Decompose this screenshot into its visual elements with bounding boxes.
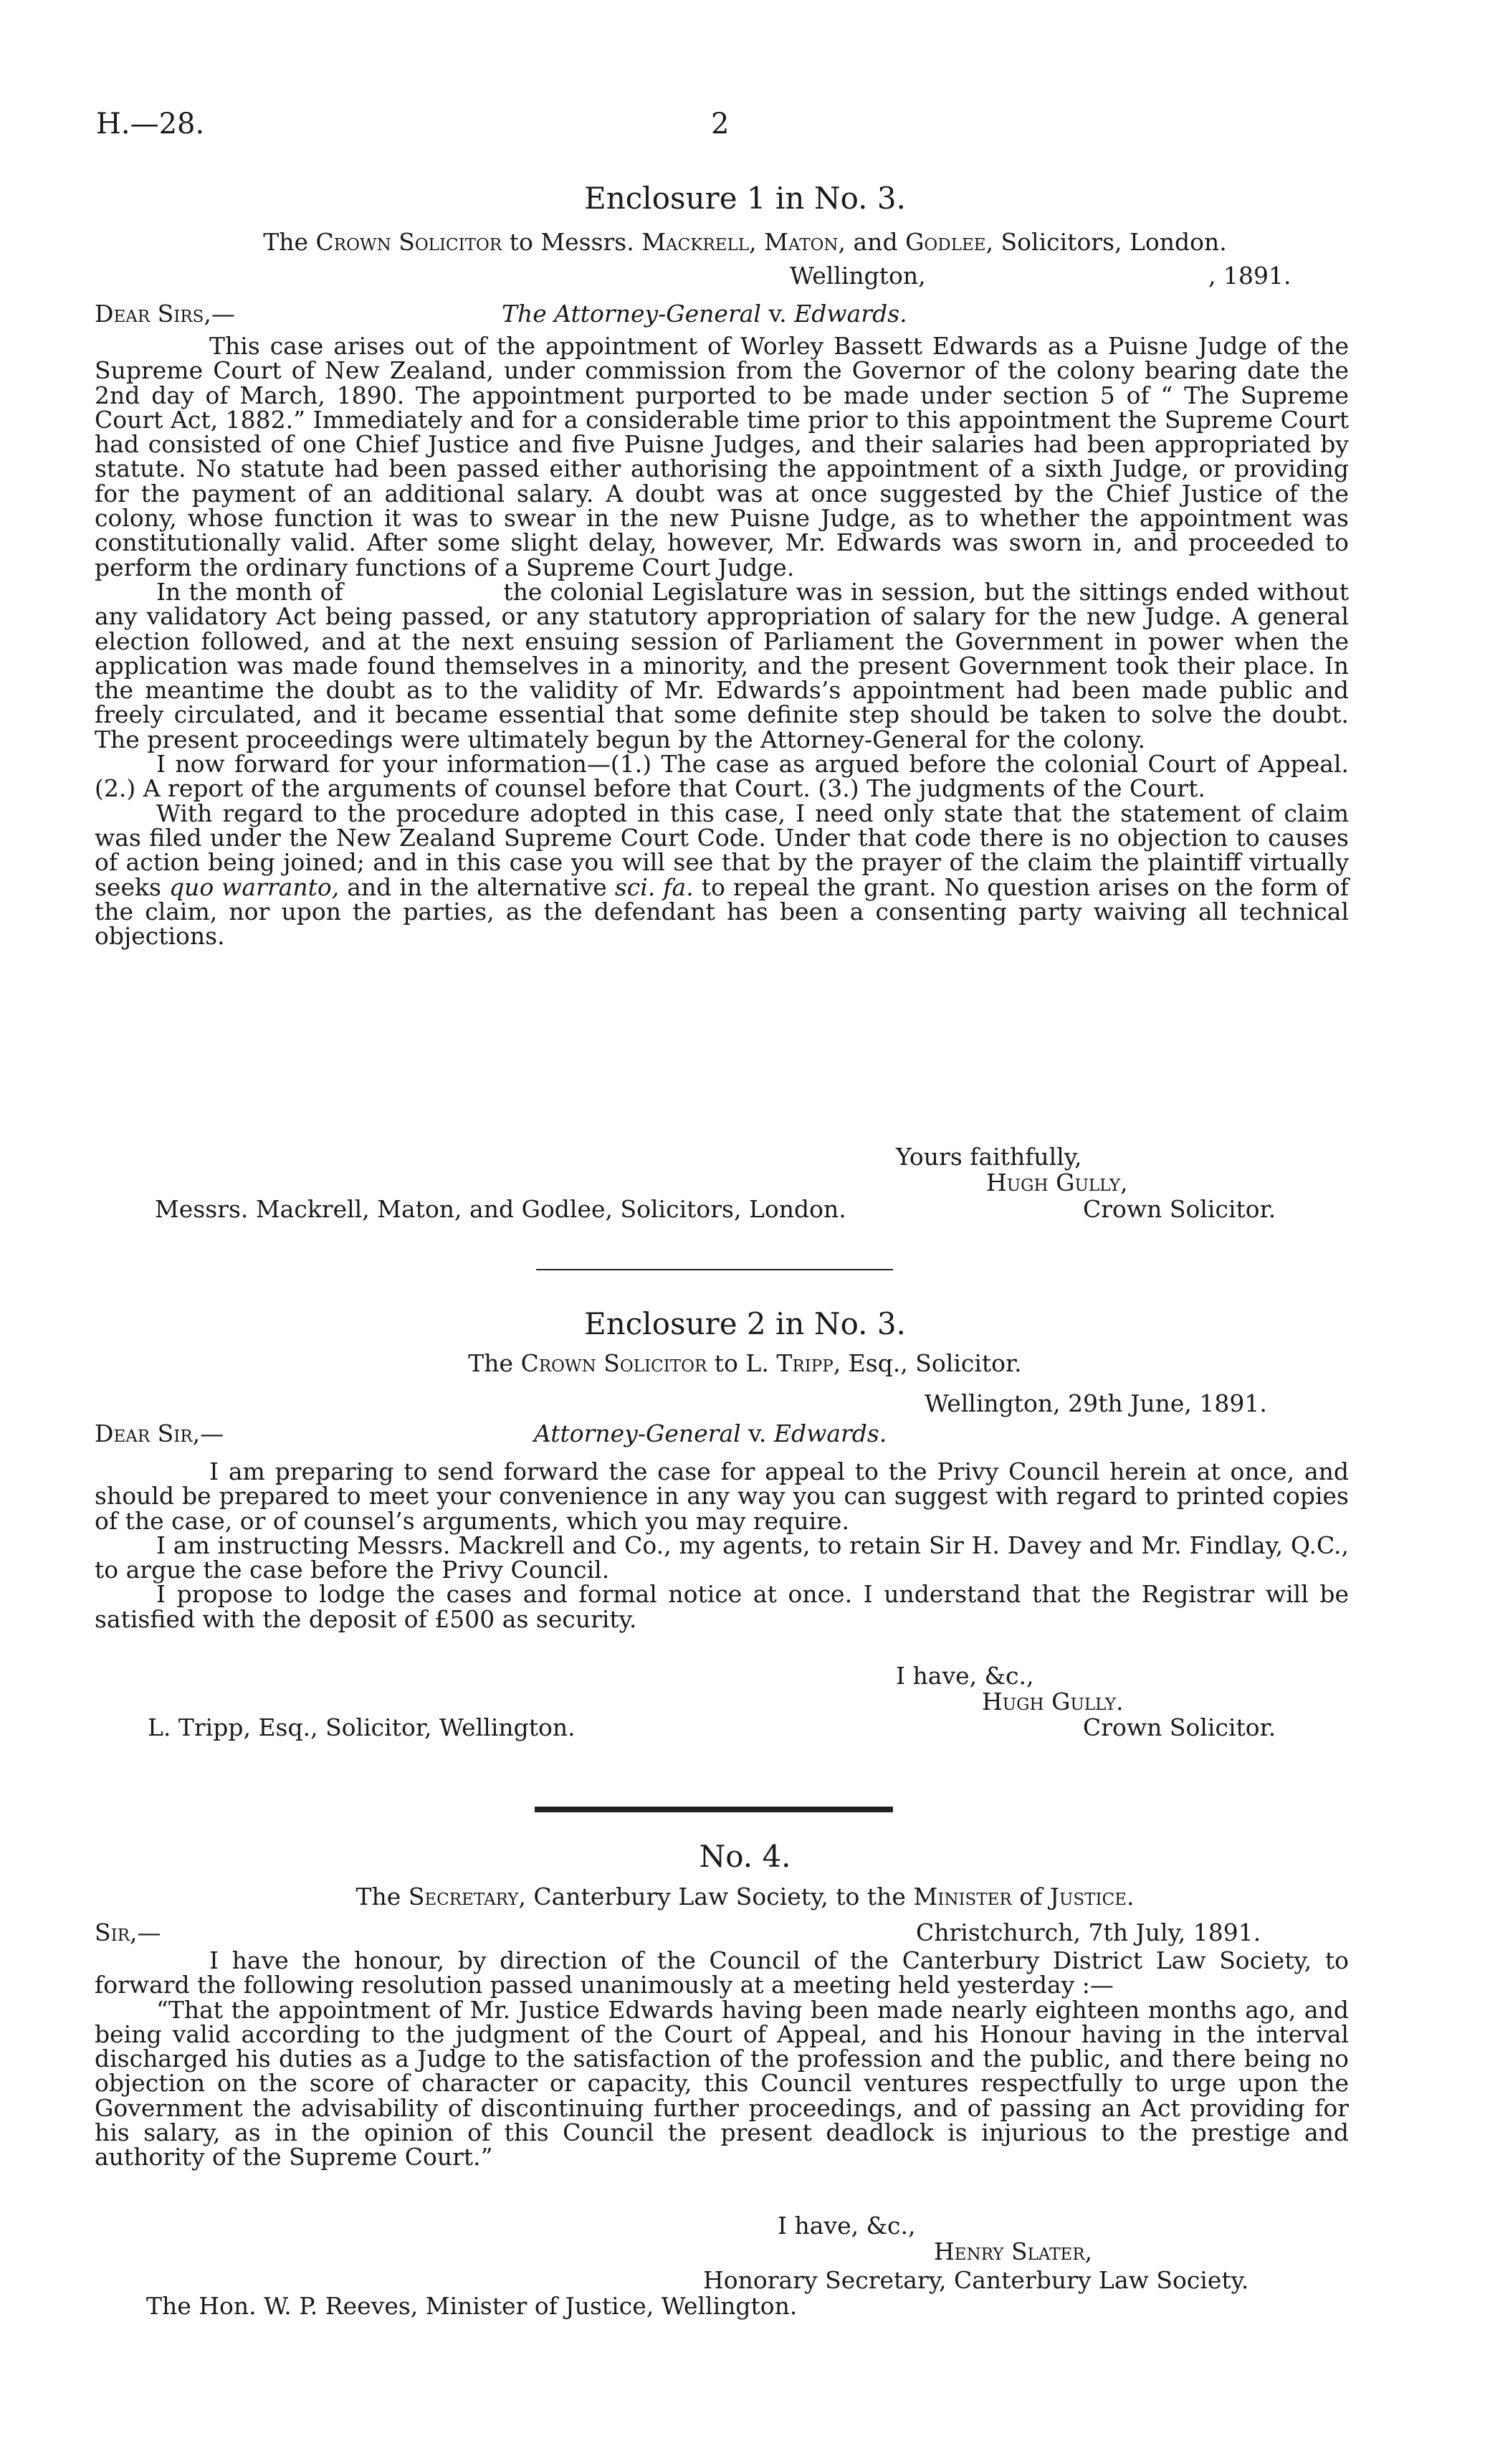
enclosure-2-place-date: Wellington, 29th June, 1891. (925, 1389, 1267, 1417)
no-4-signer: Henry Slater, (934, 2237, 1093, 2265)
enclosure-1-signer: Hugh Gully, (986, 1169, 1128, 1197)
enclosure-2-salutation: Dear Sir,— (95, 1419, 224, 1447)
no-4-place-date: Christchurch, 7th July, 1891. (916, 1918, 1261, 1946)
enclosure-1-body (95, 332, 1357, 951)
enclosure-1-paragraph-3: I now forward for your information—(1.) The case as argued before the colonial Court of Appeal. (2.) A report of the arguments of counsel before that Court. (3.) The judgments of the Court. (95, 750, 1349, 803)
no-4-heading: No. 4. (699, 1839, 791, 1874)
enclosure-2-body (95, 1457, 1349, 1633)
enclosure-1-paragraph-1: This case arises out of the appointment of Worley Bassett Edwards as a Puisne Judge of the Supreme Court of New Zealand, under commission from the Governor of the colony bearing date the 2nd day of March, 1890. The appointment purported to be made under section 5 of “ The Supreme Court Act, 1882.” Immediately and for a considerable time prior to this appointment the Supreme Court had consisted of one Chief Justice and five Puisne Judges, and their salaries had been appropriated by statute. No statute had been passed either authorising the appointment of a sixth Judge, or providing for the payment of an additional salary. A doubt was at once suggested by the Chief Justice of the colony, whose function it was to swear in the new Puisne Judge, as to whether the appointment was constitutionally valid. After some slight delay, however, Mr. Edwards was sworn in, and proceeded to perform the ordinary functions of a Supreme Court Judge. (95, 332, 1349, 581)
enclosure-2-paragraph-3: I propose to lodge the cases and formal notice at once. I understand that the Registrar will be satisfied with the deposit of £500 as security. (95, 1580, 1349, 1633)
enclosure-1-heading: Enclosure 1 in No. 3. (584, 181, 906, 216)
enclosure-2-paragraph-1: I am preparing to send forward the case for appeal to the Privy Council herein at once, and should be prepared to meet your convenience in any way you can suggest with regard to printed copies of the case, or of counsel’s arguments, which you may require. (95, 1457, 1349, 1535)
enclosure-1-address-line: The Crown Solicitor to Messrs. Mackrell, Maton, and Godlee, Solicitors, London. (263, 228, 1227, 256)
enclosure-2-addressee: L. Tripp, Esq., Solicitor, Wellington. (148, 1713, 576, 1741)
no-4-signer-title: Honorary Secretary, Canterbury Law Society. (703, 2266, 1249, 2294)
enclosure-2-address-line: The Crown Solicitor to L. Tripp, Esq., Solicitor. (468, 1349, 1022, 1377)
document-reference: H.—28. (96, 108, 205, 141)
enclosure-2-signer: Hugh Gully. (982, 1688, 1124, 1716)
enclosure-1-signer-title: Crown Solicitor. (1083, 1195, 1276, 1223)
no-4-address-line: The Secretary, Canterbury Law Society, to the Minister of Justice. (355, 1883, 1135, 1911)
enclosure-1-paragraph-4: With regard to the procedure adopted in this case, I need only state that the statement of claim was filed under the New Zealand Supreme Court Code. Under that code there is no objection to causes of action being joined; and in this case you will see that by the prayer of the claim the plaintiff virtually seeks quo warranto, and in the alternative sci. fa. to repeal the grant. No question arises on the form of the claim, nor upon the parties, as the defendant has been a consenting party waiving all technical objections. (95, 799, 1349, 951)
enclosure-2-closing: I have, &c., (896, 1662, 1034, 1690)
enclosure-2-signer-title: Crown Solicitor. (1083, 1713, 1276, 1741)
enclosure-2-paragraph-2: I am instructing Messrs. Mackrell and Co., my agents, to retain Sir H. Davey and Mr. Findlay, Q.C., to argue the case before the Privy Council. (95, 1531, 1349, 1584)
enclosure-1-paragraph-2: In the month of the colonial Legislature was in session, but the sittings ended without any validatory Act being passed, or any statutory appropriation of salary for the new Judge. A general election followed, and at the next ensuing session of Parliament the Government in power when the application was made found themselves in a minority, and the present Government took their place. In the meantime the doubt as to the validity of Mr. Edwards’s appointment had been made public and freely circulated, and it became essential that some definite step should be taken to solve the doubt. The present proceedings were ultimately begun by the Attorney-General for the colony. (95, 577, 1357, 753)
enclosure-1-year: , 1891. (1208, 262, 1291, 290)
enclosure-1-addressee: Messrs. Mackrell, Maton, and Godlee, Solicitors, London. (155, 1195, 846, 1223)
page-number: 2 (711, 108, 730, 141)
enclosure-2-case-title: Attorney-General v. Edwards. (534, 1419, 887, 1447)
no-4-addressee: The Hon. W. P. Reeves, Minister of Justice, Wellington. (146, 2292, 798, 2320)
no-4-salutation: Sir,— (95, 1918, 161, 1946)
enclosure-1-salutation: Dear Sirs,— (95, 300, 235, 328)
no-4-paragraph-1: I have the honour, by direction of the Council of the Canterbury District Law Society, to forward the following resolution passed unanimously at a meeting held yesterday :— (95, 1946, 1349, 1999)
enclosure-1-case-title: The Attorney-General v. Edwards. (502, 300, 907, 328)
enclosure-1-place: Wellington, (790, 262, 926, 290)
no-4-resolution: “That the appointment of Mr. Justice Edwards having been made nearly eighteen months ago, and being valid according to the judgment of the Court of Appeal, and his Honour having in the interval discharged his duties as a Judge to the satisfaction of the profession and the public, and there being no objection on the score of character or capacity, this Council ventures respectfully to urge upon the Government the advisability of discontinuing further proceedings, and of passing an Act providing for his salary, as in the opinion of this Council the present deadlock is injurious to the prestige and authority of the Supreme Court.” (95, 1995, 1349, 2172)
no-4-body (95, 1946, 1349, 2172)
enclosure-2-heading: Enclosure 2 in No. 3. (584, 1306, 906, 1341)
enclosure-1-closing: Yours faithfully, (896, 1143, 1082, 1171)
section-divider (536, 1269, 893, 1270)
section-divider-heavy (535, 1807, 893, 1812)
no-4-closing: I have, &c., (778, 2212, 916, 2240)
